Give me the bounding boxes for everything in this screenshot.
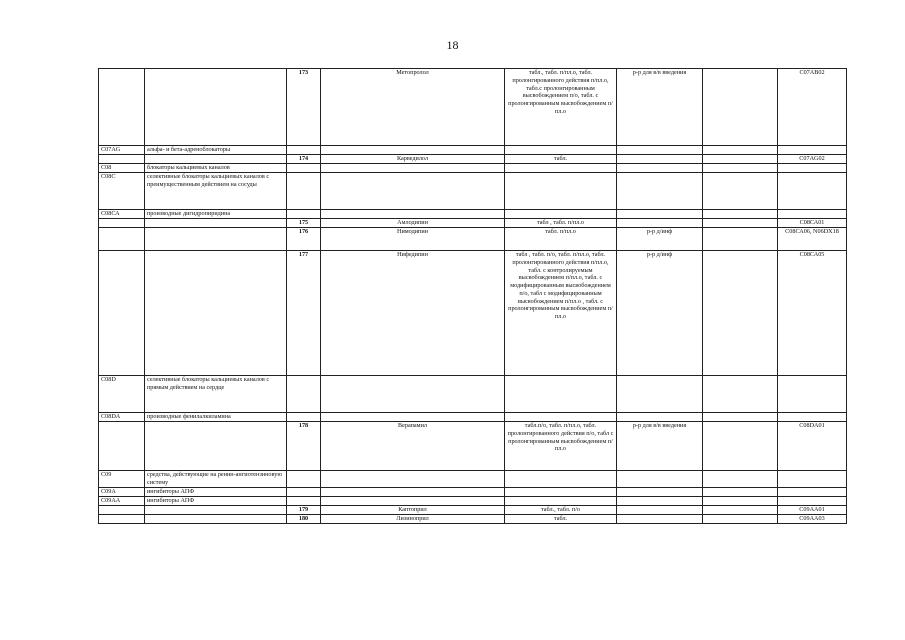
atc-group-code-cell: С09 — [99, 471, 145, 488]
atc-code-cell: С08СА01 — [778, 219, 847, 228]
atc-group-name-cell — [145, 506, 287, 515]
empty-cell — [703, 488, 778, 497]
injection-form-cell — [617, 497, 703, 506]
atc-code-cell — [778, 413, 847, 422]
injection-form-cell — [617, 515, 703, 524]
atc-group-code-cell — [99, 506, 145, 515]
item-number-cell — [287, 376, 321, 413]
item-number-cell — [287, 164, 321, 173]
item-number-cell: 174 — [287, 155, 321, 164]
item-number-cell — [287, 210, 321, 219]
empty-cell — [703, 497, 778, 506]
table-row — [99, 173, 847, 210]
table-row — [99, 515, 847, 524]
atc-code-cell: С08СА05 — [778, 251, 847, 376]
empty-cell — [703, 155, 778, 164]
atc-code-cell: С09АА03 — [778, 515, 847, 524]
empty-cell — [703, 251, 778, 376]
empty-cell — [703, 173, 778, 210]
drug-name-cell — [321, 376, 505, 413]
table-row — [99, 413, 847, 422]
item-number-cell: 177 — [287, 251, 321, 376]
atc-group-code-cell: С08СА — [99, 210, 145, 219]
empty-cell — [703, 228, 778, 251]
table-row — [99, 210, 847, 219]
dosage-form-cell — [505, 376, 617, 413]
drug-name-cell: Карведилол — [321, 155, 505, 164]
table-row — [99, 422, 847, 471]
atc-group-name-cell: ингибиторы АПФ — [145, 488, 287, 497]
injection-form-cell — [617, 413, 703, 422]
atc-code-cell: С08СА06, N06DX18 — [778, 228, 847, 251]
injection-form-cell — [617, 376, 703, 413]
item-number-cell — [287, 146, 321, 155]
atc-group-name-cell — [145, 515, 287, 524]
item-number-cell: 178 — [287, 422, 321, 471]
atc-group-code-cell: С08DA — [99, 413, 145, 422]
drug-name-cell — [321, 173, 505, 210]
injection-form-cell: р-р для в/в введения — [617, 69, 703, 146]
dosage-form-cell: табл. — [505, 155, 617, 164]
dosage-form-cell — [505, 164, 617, 173]
injection-form-cell — [617, 471, 703, 488]
dosage-form-cell: табл., табл. п/о — [505, 506, 617, 515]
dosage-form-cell — [505, 497, 617, 506]
item-number-cell: 176 — [287, 228, 321, 251]
drug-name-cell: Нимодипин — [321, 228, 505, 251]
injection-form-cell — [617, 506, 703, 515]
atc-code-cell — [778, 173, 847, 210]
empty-cell — [703, 506, 778, 515]
item-number-cell — [287, 471, 321, 488]
atc-code-cell: С08DA01 — [778, 422, 847, 471]
drug-name-cell — [321, 488, 505, 497]
empty-cell — [703, 422, 778, 471]
empty-cell — [703, 146, 778, 155]
dosage-form-cell — [505, 471, 617, 488]
table-row — [99, 69, 847, 146]
atc-code-cell — [778, 164, 847, 173]
item-number-cell — [287, 413, 321, 422]
drug-name-cell: Каптоприл — [321, 506, 505, 515]
item-number-cell: 180 — [287, 515, 321, 524]
dosage-form-cell — [505, 173, 617, 210]
table-row — [99, 251, 847, 376]
atc-code-cell — [778, 471, 847, 488]
dosage-form-cell — [505, 488, 617, 497]
dosage-form-cell: табл.п/о, табл. п/пл.о, табл. пролонгированного действия п/о, табл с пролонгированным высвобождением п/пл.о — [505, 422, 617, 471]
injection-form-cell — [617, 146, 703, 155]
empty-cell — [703, 471, 778, 488]
empty-cell — [703, 515, 778, 524]
atc-group-name-cell: селективные блокаторы кальциевых каналов с преимущественным действием на сосуды — [145, 173, 287, 210]
atc-group-code-cell: С08D — [99, 376, 145, 413]
atc-group-code-cell — [99, 515, 145, 524]
atc-group-name-cell — [145, 219, 287, 228]
drug-name-cell — [321, 471, 505, 488]
drug-name-cell: Лизиноприл — [321, 515, 505, 524]
table-row — [99, 164, 847, 173]
empty-cell — [703, 164, 778, 173]
atc-group-name-cell: средства, действующие на ренин-ангиотензиновую систему — [145, 471, 287, 488]
atc-group-name-cell — [145, 155, 287, 164]
atc-group-name-cell: ингибиторы АПФ — [145, 497, 287, 506]
table-row — [99, 497, 847, 506]
dosage-form-cell: табл., табл. п/пл.о, табл. пролонгированного действия п/пл.о, табл.с пролонгированным высвобождением п/о, табл. с пролонгированным высвобождением п/пл.о — [505, 69, 617, 146]
atc-group-code-cell: С08С — [99, 173, 145, 210]
item-number-cell — [287, 173, 321, 210]
injection-form-cell — [617, 210, 703, 219]
atc-group-code-cell: С09АА — [99, 497, 145, 506]
empty-cell — [703, 376, 778, 413]
atc-code-cell: С07АВ02 — [778, 69, 847, 146]
atc-group-code-cell: С08 — [99, 164, 145, 173]
atc-code-cell — [778, 210, 847, 219]
empty-cell — [703, 413, 778, 422]
atc-group-name-cell: альфа- и бета-адреноблокаторы — [145, 146, 287, 155]
dosage-form-cell: табл , табл. п/пл.о — [505, 219, 617, 228]
dosage-form-cell — [505, 413, 617, 422]
item-number-cell: 173 — [287, 69, 321, 146]
table-row — [99, 155, 847, 164]
drug-name-cell: Амлодипин — [321, 219, 505, 228]
injection-form-cell: р-р для в/в введения — [617, 422, 703, 471]
atc-code-cell — [778, 488, 847, 497]
empty-cell — [703, 219, 778, 228]
atc-group-name-cell: производные дигидропиридина — [145, 210, 287, 219]
drug-name-cell — [321, 146, 505, 155]
table-row — [99, 471, 847, 488]
table-row — [99, 146, 847, 155]
item-number-cell: 179 — [287, 506, 321, 515]
injection-form-cell: р-р д/инф — [617, 251, 703, 376]
atc-group-name-cell: блокаторы кальциевых каналов — [145, 164, 287, 173]
drug-name-cell — [321, 413, 505, 422]
injection-form-cell — [617, 164, 703, 173]
drug-name-cell — [321, 497, 505, 506]
table-row — [99, 506, 847, 515]
atc-code-cell — [778, 497, 847, 506]
drug-name-cell — [321, 164, 505, 173]
table-row — [99, 488, 847, 497]
injection-form-cell: р-р д/инф — [617, 228, 703, 251]
atc-group-name-cell — [145, 228, 287, 251]
item-number-cell — [287, 497, 321, 506]
atc-code-cell: С09АА01 — [778, 506, 847, 515]
atc-group-name-cell — [145, 422, 287, 471]
injection-form-cell — [617, 219, 703, 228]
drug-name-cell: Метопролол — [321, 69, 505, 146]
injection-form-cell — [617, 488, 703, 497]
drug-name-cell: Нифедипин — [321, 251, 505, 376]
page-number: 18 — [446, 38, 459, 52]
atc-group-code-cell — [99, 155, 145, 164]
table-row — [99, 376, 847, 413]
injection-form-cell — [617, 173, 703, 210]
drug-name-cell: Верапамил — [321, 422, 505, 471]
atc-group-name-cell — [145, 69, 287, 146]
item-number-cell: 175 — [287, 219, 321, 228]
atc-group-code-cell — [99, 69, 145, 146]
atc-code-cell — [778, 146, 847, 155]
injection-form-cell — [617, 155, 703, 164]
atc-group-code-cell — [99, 422, 145, 471]
item-number-cell — [287, 488, 321, 497]
empty-cell — [703, 69, 778, 146]
atc-group-name-cell: производные фенилалкиламина — [145, 413, 287, 422]
atc-group-code-cell — [99, 228, 145, 251]
atc-group-name-cell — [145, 251, 287, 376]
atc-group-code-cell — [99, 219, 145, 228]
dosage-form-cell: табл. п/пл.о — [505, 228, 617, 251]
table-row — [99, 228, 847, 251]
dosage-form-cell — [505, 146, 617, 155]
dosage-form-cell — [505, 210, 617, 219]
dosage-form-cell: табл. — [505, 515, 617, 524]
atc-group-code-cell: С09А — [99, 488, 145, 497]
atc-group-name-cell: селективные блокаторы кальциевых каналов с прямым действием на сердце — [145, 376, 287, 413]
atc-code-cell: С07AG02 — [778, 155, 847, 164]
dosage-form-cell: табл , табл. п/о, табл. п/пл.о, табл. пролонгированного действия п/пл.о, табл. с контролируемым высвобождением п/пл.о, табл. с модифицированным высвобождением п/о, табл с модифицированным высвобождением п/пл.о , табл. с пролонгированным высвобождением п/пл.о — [505, 251, 617, 376]
drug-name-cell — [321, 210, 505, 219]
atc-code-cell — [778, 376, 847, 413]
atc-group-code-cell: С07AG — [99, 146, 145, 155]
drug-list-table — [98, 68, 847, 524]
table-row — [99, 219, 847, 228]
empty-cell — [703, 210, 778, 219]
atc-group-code-cell — [99, 251, 145, 376]
